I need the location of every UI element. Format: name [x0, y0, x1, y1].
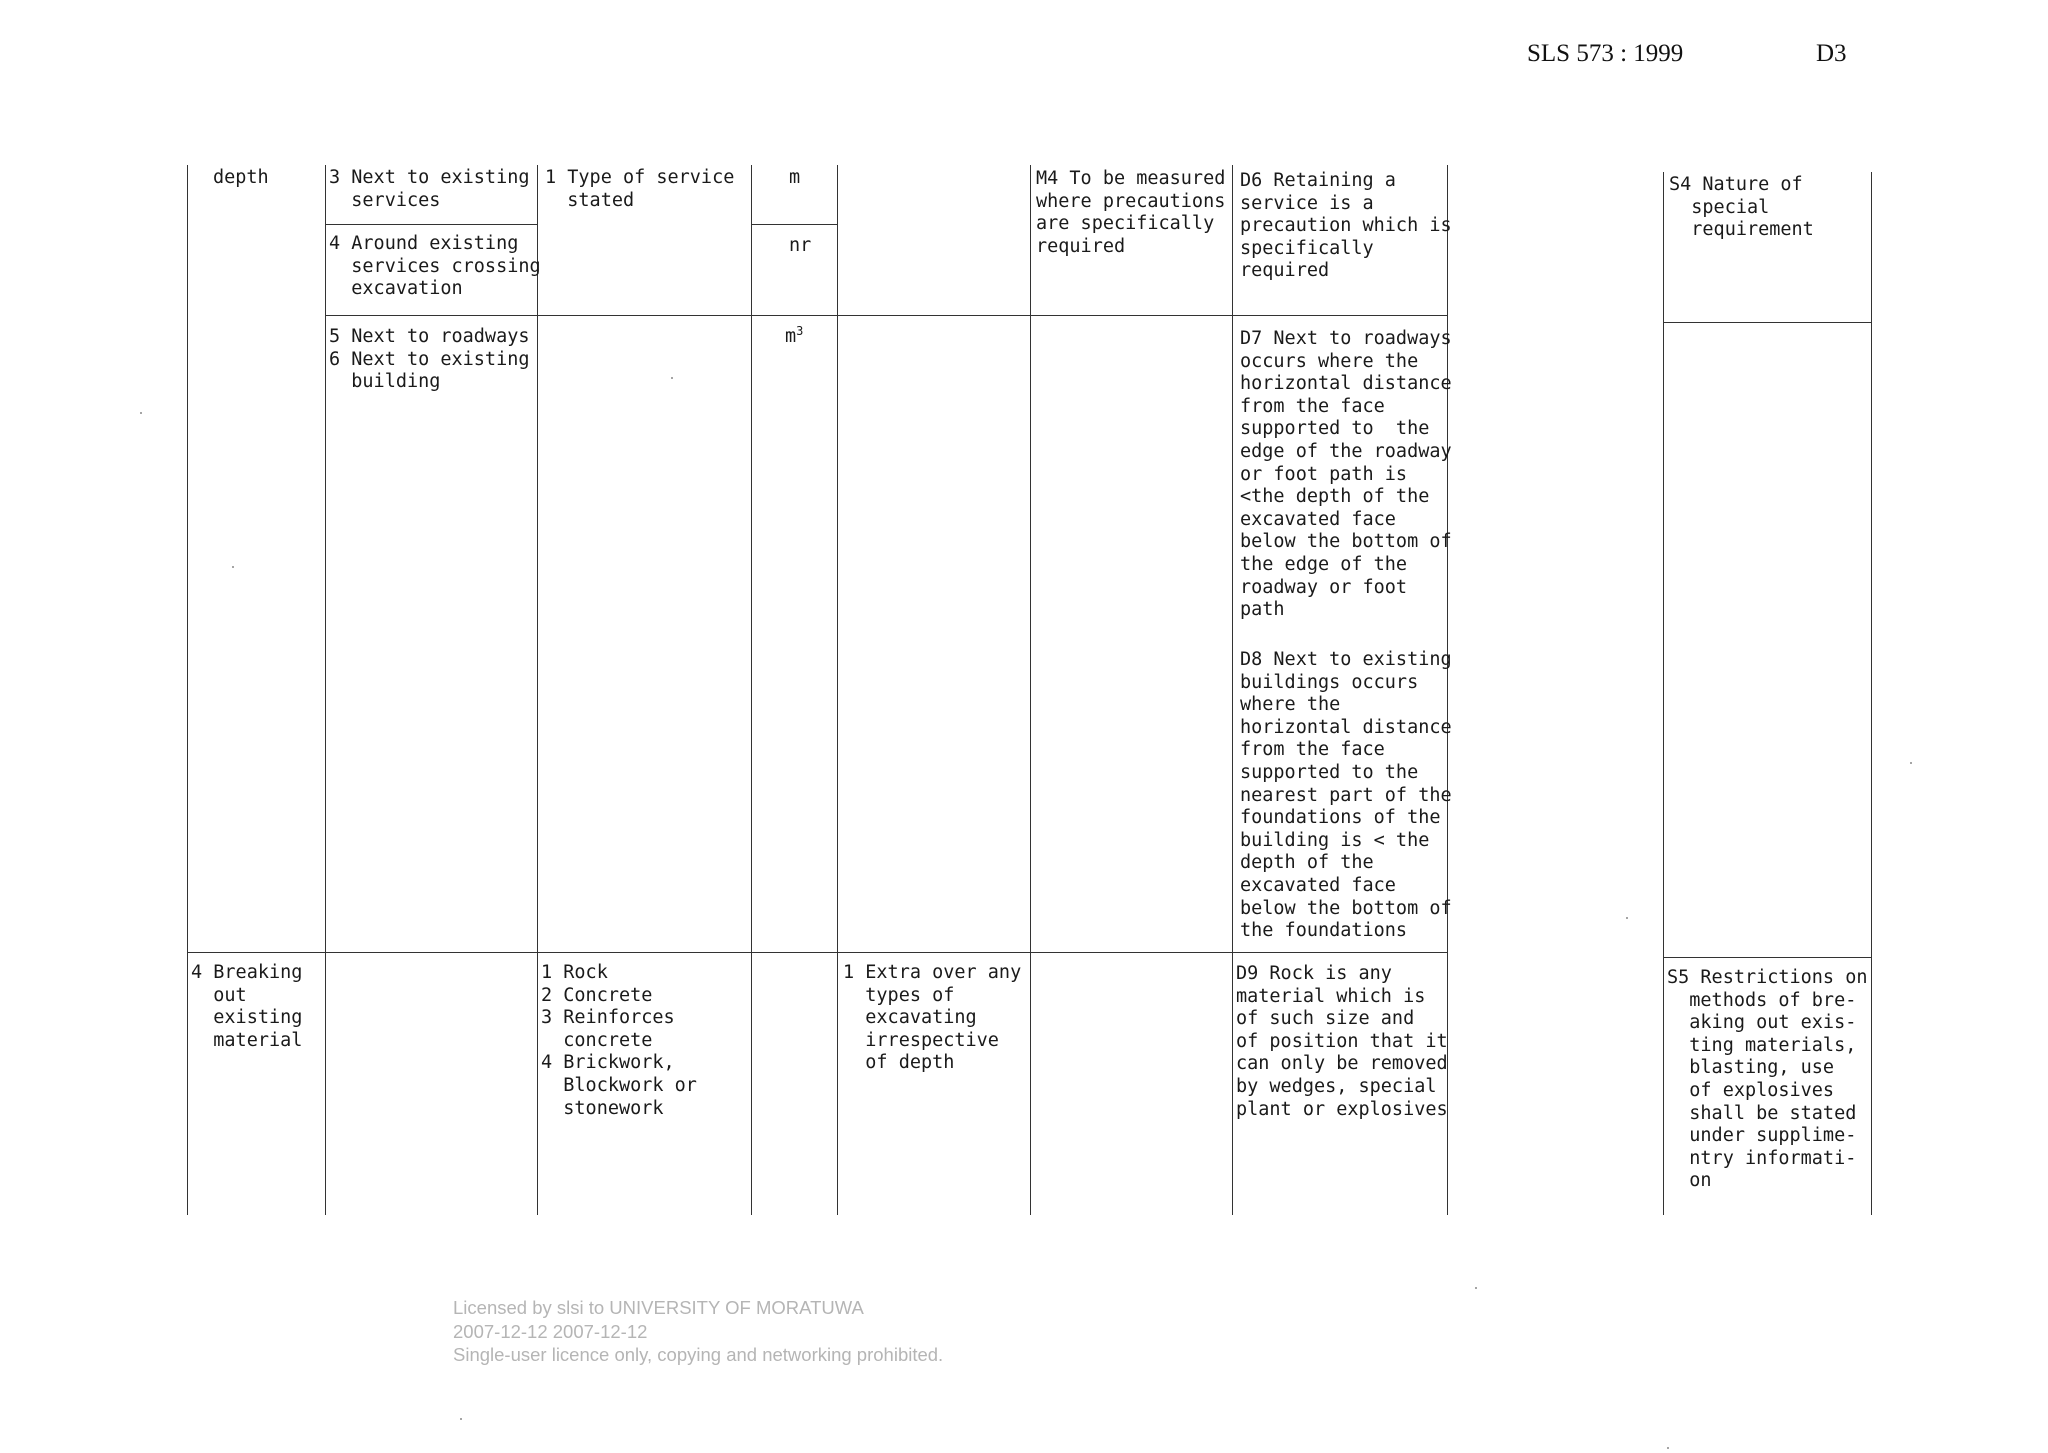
- col-divider-right: [1871, 172, 1872, 1215]
- watermark-line: 2007-12-12 2007-12-12: [453, 1320, 648, 1342]
- licence-watermark: [453, 1296, 943, 1367]
- sub-classification-materials: 1 Rock 2 Concrete 3 Reinforces concrete 4 Brickwork, Blockwork or stonework: [541, 962, 697, 1119]
- col-divider: [751, 165, 752, 1215]
- supplementary-rule-s5: S5 Restrictions on methods of bre- aking out exis- ting materials, blasting, use of explosives shall be stated under supplime- ntry informati- on: [1667, 967, 1868, 1192]
- col-divider: [1232, 165, 1233, 1215]
- definition-rule-d6: D6 Retaining a service is a precaution which is specifically required: [1240, 170, 1452, 282]
- col-divider: [325, 165, 326, 1215]
- scan-speck: [1667, 1447, 1669, 1449]
- unit-base: m: [785, 326, 797, 347]
- watermark-line: Licensed by slsi to UNIVERSITY OF MORATUWA: [453, 1297, 864, 1318]
- scan-speck: [232, 566, 234, 568]
- note-extra-over: 1 Extra over any types of excavating irrespective of depth: [843, 962, 1022, 1074]
- unit-exponent: 3: [796, 324, 804, 338]
- classification-next-to-services: 3 Next to existing services: [329, 167, 530, 211]
- row-divider: [325, 224, 537, 225]
- scan-speck: [140, 412, 142, 414]
- unit-number: nr: [789, 235, 812, 256]
- row-divider: [325, 315, 1447, 316]
- measurement-rule-m4: M4 To be measured where precautions are specifically required: [1036, 168, 1226, 257]
- col-divider-left: [187, 165, 188, 1215]
- scan-speck: [1910, 762, 1912, 764]
- row-divider: [1663, 322, 1871, 323]
- classification-roadways-buildings: 5 Next to roadways 6 Next to existing building: [329, 326, 530, 393]
- definition-rule-d7: D7 Next to roadways occurs where the horizontal distance from the face supported to the edge of the roadway or foot path is <the depth of the excavated face below the bottom of the edge of the roadway or foot path: [1240, 328, 1452, 621]
- col-divider: [837, 165, 838, 1215]
- definition-rule-d9: D9 Rock is any material which is of such size and of position that it can only be removed by wedges, special plant or explosives: [1236, 963, 1448, 1120]
- supplementary-rule-s4: S4 Nature of special requirement: [1669, 174, 1814, 241]
- row-divider: [187, 952, 1447, 953]
- col-divider: [537, 165, 538, 1215]
- scan-speck: [1475, 1287, 1477, 1289]
- standard-code: SLS 573 : 1999: [1527, 40, 1684, 67]
- item-depth: depth: [213, 167, 269, 188]
- scan-speck: [671, 377, 673, 379]
- classification-around-services: 4 Around existing services crossing excavation: [329, 233, 541, 300]
- unit-cubic-metre: [785, 326, 803, 349]
- scan-speck: [460, 1418, 462, 1420]
- item-breaking-out: 4 Breaking out existing material: [191, 962, 303, 1051]
- definition-rule-d8: D8 Next to existing buildings occurs where the horizontal distance from the face supported to the nearest part of the foundations of the building is < the depth of the excavated face below the bottom of the foundations: [1240, 649, 1452, 942]
- col-divider: [1663, 172, 1664, 1215]
- col-divider: [1030, 165, 1031, 1215]
- watermark-line: Single-user licence only, copying and networking prohibited.: [453, 1344, 944, 1365]
- unit-metre: m: [789, 167, 801, 188]
- row-divider: [1663, 957, 1871, 958]
- row-divider: [751, 224, 837, 225]
- scan-speck: [1626, 917, 1628, 919]
- sub-classification-type-of-service: 1 Type of service stated: [545, 167, 735, 211]
- page-reference: D3: [1816, 40, 1847, 67]
